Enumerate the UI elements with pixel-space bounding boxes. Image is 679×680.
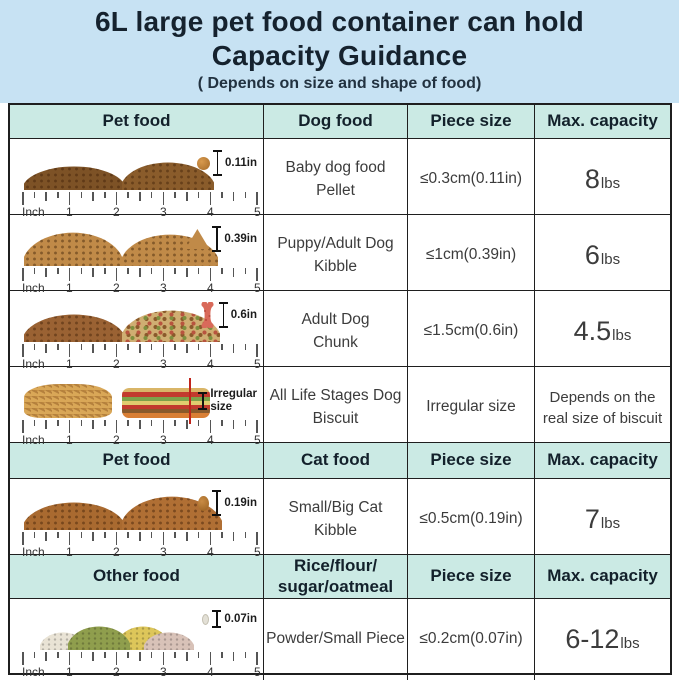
header-foodtype-line: Cat food bbox=[301, 450, 370, 470]
capacity-table bbox=[8, 103, 672, 679]
page-subtitle: ( Depends on size and shape of food) bbox=[197, 75, 482, 92]
size-indicator bbox=[189, 378, 257, 424]
measure-bracket-icon bbox=[212, 226, 221, 252]
capacity-note-line: real size of biscuit bbox=[542, 409, 663, 427]
capacity-value: 7 bbox=[584, 504, 600, 534]
header-foodtype-line: Dog food bbox=[298, 111, 373, 131]
size-label-line: 0.39in bbox=[224, 232, 257, 245]
bone-icon bbox=[199, 302, 216, 328]
food-name-line: All Life Stages Dog bbox=[269, 387, 402, 405]
oval-kibble-icon bbox=[198, 496, 209, 511]
size-label-line: 0.6in bbox=[230, 308, 257, 321]
food-name-line: Kibble bbox=[313, 521, 358, 539]
food-visual bbox=[10, 144, 263, 190]
size-label bbox=[224, 613, 257, 626]
header-cell-max-capacity: Max. capacity bbox=[547, 450, 658, 470]
header-cell-foodtype bbox=[264, 443, 408, 478]
food-name-cell bbox=[264, 599, 408, 680]
food-name-cell bbox=[264, 139, 408, 220]
inch-ruler: Inch 1 2 3 4 5 bbox=[22, 192, 258, 220]
capacity-unit: lbs bbox=[600, 175, 621, 192]
food-pile-icon bbox=[24, 232, 122, 266]
food-name-cell bbox=[264, 291, 408, 372]
capacity-cell bbox=[535, 215, 670, 296]
measure-bracket-icon bbox=[212, 490, 221, 516]
food-visual bbox=[10, 296, 263, 342]
capacity-cell bbox=[535, 139, 670, 220]
header-foodtype-line: sugar/oatmeal bbox=[277, 576, 394, 596]
table-row bbox=[10, 291, 670, 371]
capacity-cell bbox=[535, 291, 670, 372]
header-cell-foodtype bbox=[264, 555, 408, 598]
food-visual-cell bbox=[10, 215, 264, 296]
size-indicator bbox=[199, 302, 257, 328]
size-indicator bbox=[202, 610, 257, 628]
size-label-line: Irregular bbox=[210, 388, 257, 401]
size-label bbox=[224, 233, 257, 246]
piece-size-cell: ≤0.2cm(0.07in) bbox=[408, 599, 535, 680]
size-label bbox=[231, 309, 257, 322]
food-visual bbox=[10, 604, 263, 650]
food-visual-cell bbox=[10, 139, 264, 220]
capacity-cell bbox=[535, 479, 670, 560]
header-cell-category: Other food bbox=[10, 555, 264, 598]
table-row bbox=[10, 479, 670, 559]
size-label bbox=[224, 497, 257, 510]
food-name-cell bbox=[264, 367, 408, 448]
size-label-line: 0.07in bbox=[224, 612, 257, 625]
food-name-line: Chunk bbox=[313, 333, 358, 351]
biscuit-sticks-icon bbox=[24, 384, 112, 418]
size-label-line: 0.11in bbox=[225, 156, 257, 169]
food-pile-icon bbox=[24, 502, 124, 530]
header-cell-piece-size: Piece size bbox=[408, 443, 535, 478]
header-cell-foodtype bbox=[264, 105, 408, 138]
inch-ruler: Inch 1 2 3 4 5 bbox=[22, 652, 258, 680]
food-name-line: Biscuit bbox=[312, 409, 359, 427]
piece-size-cell: ≤1.5cm(0.6in) bbox=[408, 291, 535, 372]
table-row bbox=[10, 599, 670, 679]
measure-bracket-icon bbox=[219, 302, 228, 328]
size-indicator bbox=[185, 226, 257, 252]
stick-line-icon bbox=[189, 378, 192, 424]
grain-icon bbox=[202, 614, 209, 625]
size-label-line: 0.19in bbox=[224, 496, 257, 509]
food-name-line: Powder/Small Piece bbox=[266, 630, 405, 648]
header-cell-category: Pet food bbox=[10, 443, 264, 478]
food-visual bbox=[10, 484, 263, 530]
capacity-unit: lbs bbox=[612, 327, 632, 344]
food-visual bbox=[10, 372, 263, 418]
measure-bracket-icon bbox=[213, 150, 222, 176]
section-header-row bbox=[10, 105, 670, 139]
food-visual-cell bbox=[10, 367, 264, 448]
inch-ruler: Inch 1 2 3 4 5 bbox=[22, 420, 258, 448]
food-name-line: Puppy/Adult Dog bbox=[277, 235, 394, 253]
size-label bbox=[225, 157, 257, 170]
page-title-line2: Capacity Guidance bbox=[211, 40, 468, 71]
inch-ruler: Inch 1 2 3 4 5 bbox=[22, 268, 258, 296]
capacity-value: 6-12 bbox=[565, 624, 620, 654]
piece-size-cell: ≤1cm(0.39in) bbox=[408, 215, 535, 296]
mungbean-pile-icon bbox=[68, 626, 130, 650]
table-row bbox=[10, 367, 670, 447]
capacity-cell bbox=[535, 367, 670, 448]
capacity-unit: lbs bbox=[600, 251, 621, 268]
food-name-line: Pellet bbox=[316, 181, 355, 199]
header-cell-category: Pet food bbox=[10, 105, 264, 138]
header-cell-piece-size: Piece size bbox=[408, 555, 535, 598]
food-pile-icon bbox=[24, 166, 124, 190]
food-pile-icon bbox=[24, 314, 124, 342]
food-name-line: Small/Big Cat bbox=[288, 499, 383, 517]
capacity-note-line: Depends on the bbox=[549, 388, 656, 406]
piece-size-cell: ≤0.3cm(0.11in) bbox=[408, 139, 535, 220]
section-header-row bbox=[10, 443, 670, 479]
capacity-unit: lbs bbox=[620, 635, 640, 652]
capacity-value: 8 bbox=[584, 164, 600, 194]
food-name-line: Adult Dog bbox=[301, 311, 370, 329]
food-visual-cell bbox=[10, 291, 264, 372]
food-name-cell bbox=[264, 215, 408, 296]
header-cell-piece-size: Piece size bbox=[408, 105, 535, 138]
capacity-value: 6 bbox=[584, 240, 600, 270]
pellet-icon bbox=[197, 157, 210, 170]
food-visual bbox=[10, 220, 263, 266]
size-label bbox=[210, 388, 257, 413]
header-foodtype-line: Rice/flour/ bbox=[293, 556, 378, 576]
measure-bracket-icon bbox=[212, 610, 221, 628]
inch-ruler: Inch 1 2 3 4 5 bbox=[22, 344, 258, 372]
header-cell-max-capacity: Max. capacity bbox=[547, 111, 658, 131]
header-cell-max-capacity: Max. capacity bbox=[547, 566, 658, 586]
inch-ruler: Inch 1 2 3 4 5 bbox=[22, 532, 258, 560]
size-label-line: size bbox=[210, 401, 233, 413]
capacity-value: 4.5 bbox=[573, 316, 612, 346]
table-row bbox=[10, 215, 670, 295]
measure-bracket-icon bbox=[198, 392, 207, 410]
size-indicator bbox=[198, 490, 257, 516]
food-name-cell bbox=[264, 479, 408, 560]
food-visual-cell bbox=[10, 479, 264, 560]
capacity-cell bbox=[535, 599, 670, 680]
grain-piles-icon bbox=[40, 610, 220, 650]
title-band bbox=[0, 0, 679, 103]
piece-size-cell: Irregular size bbox=[408, 367, 535, 448]
food-name-line: Baby dog food bbox=[285, 159, 386, 177]
size-indicator bbox=[197, 150, 257, 176]
kibble-triangle-icon bbox=[185, 229, 209, 249]
food-name-line: Kibble bbox=[313, 257, 358, 275]
table-row bbox=[10, 139, 670, 219]
capacity-unit: lbs bbox=[600, 515, 621, 532]
section-header-row bbox=[10, 555, 670, 599]
page-title-line1: 6L large pet food container can hold bbox=[95, 6, 584, 37]
food-visual-cell bbox=[10, 599, 264, 680]
piece-size-cell: ≤0.5cm(0.19in) bbox=[408, 479, 535, 560]
